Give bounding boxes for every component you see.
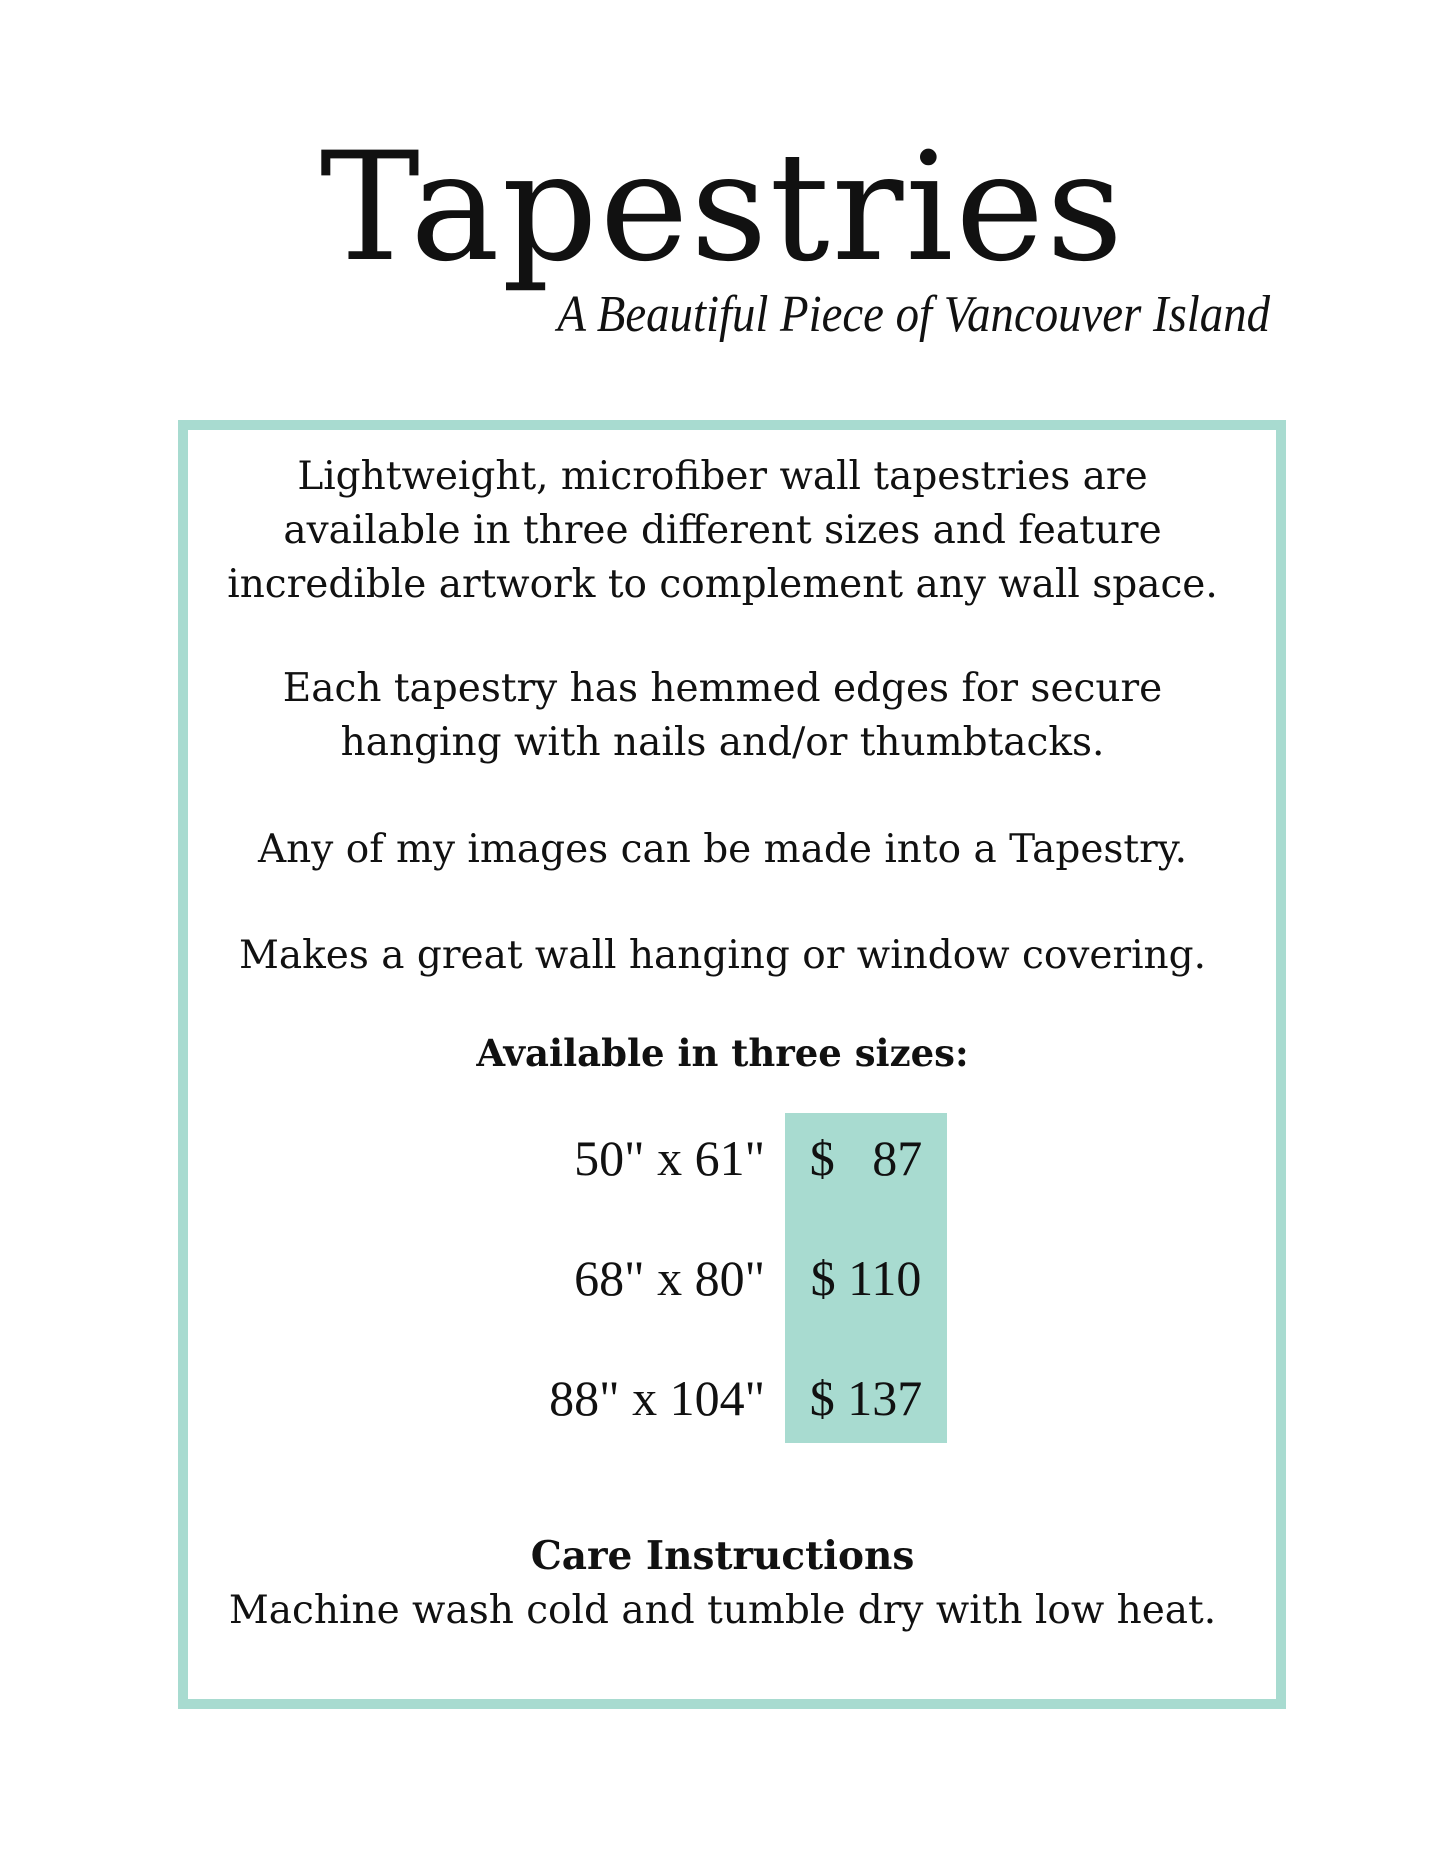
description-line: incredible artwork to complement any wall space. (227, 562, 1218, 607)
price-label-3: $ 137 (809, 1370, 923, 1426)
description-paragraph-4: Makes a great wall hanging or window covering. (238, 933, 1207, 978)
care-heading: Care Instructions (530, 1533, 915, 1579)
size-label-2: 68" x 80" (574, 1250, 765, 1306)
price-label-1: $ 87 (809, 1130, 923, 1186)
description-line: Each tapestry has hemmed edges for secure (282, 666, 1163, 711)
care-text: Machine wash cold and tumble dry with low heat. (228, 1588, 1217, 1633)
page-subtitle: A Beautiful Piece of Vancouver Island (557, 286, 1270, 343)
description-line: available in three different sizes and feature (283, 508, 1162, 553)
description-line: hanging with nails and/or thumbtacks. (340, 720, 1105, 765)
sizes-heading: Available in three sizes: (476, 1031, 969, 1075)
price-label-2: $ 110 (810, 1250, 922, 1306)
description-paragraph-3: Any of my images can be made into a Tapestry. (258, 827, 1187, 872)
size-label-1: 50" x 61" (574, 1130, 765, 1186)
description-line: Lightweight, microfiber wall tapestries are (297, 454, 1148, 499)
page-title: Tapestries (319, 121, 1126, 295)
description-paragraph-2 (0, 662, 1445, 770)
size-label-3: 88" x 104" (549, 1370, 765, 1426)
description-paragraph-1 (0, 450, 1445, 612)
